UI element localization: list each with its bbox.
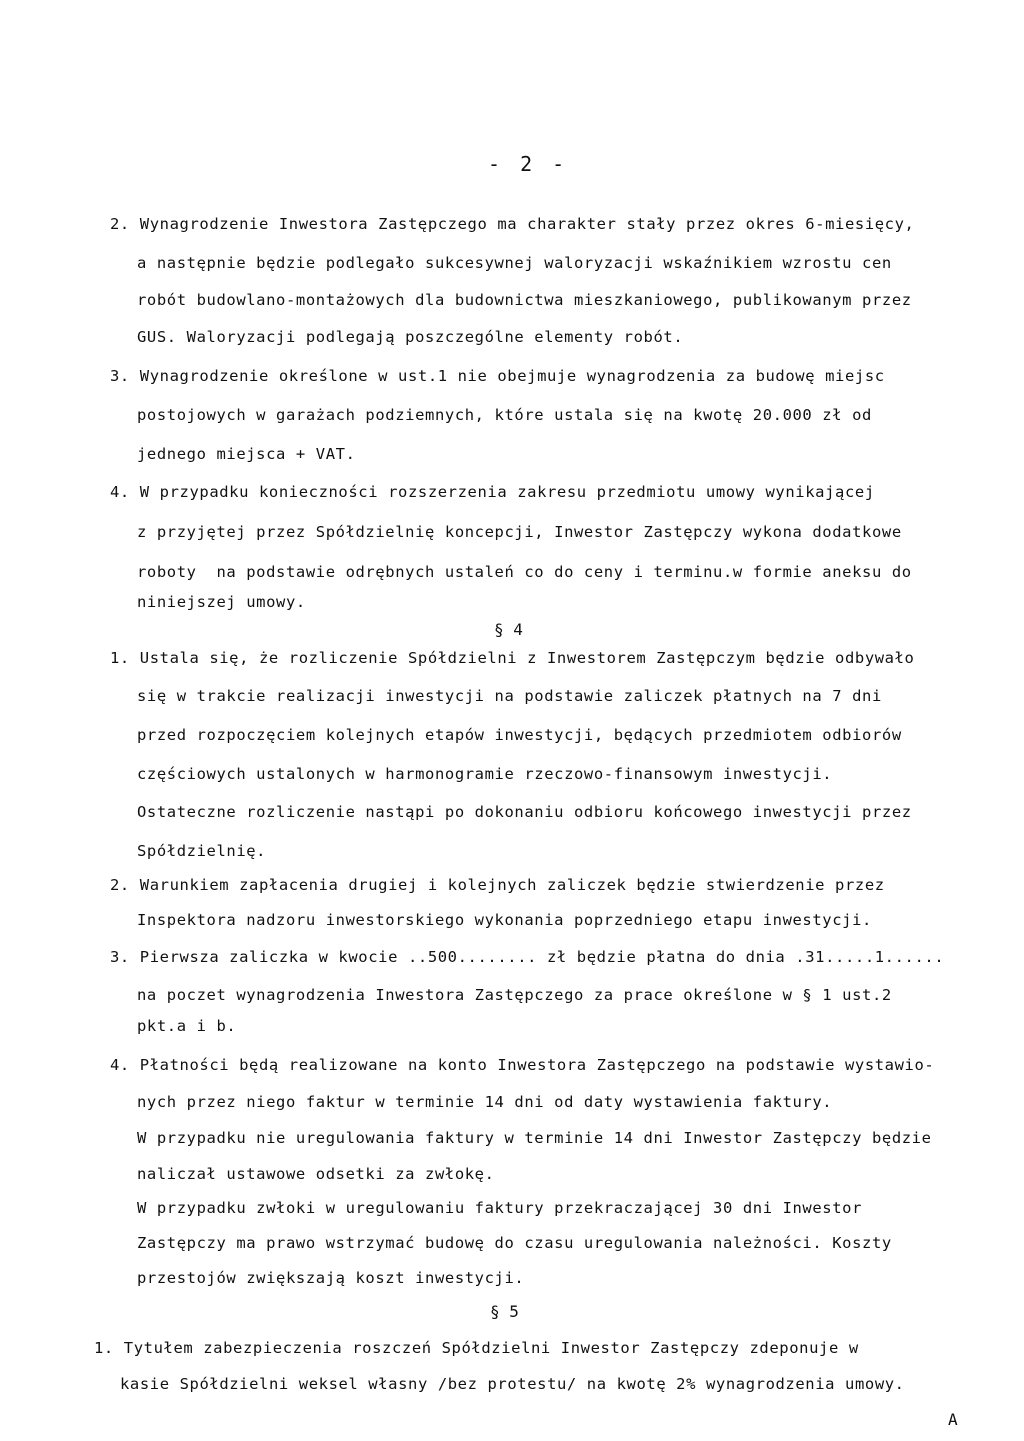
text-line: częściowych ustalonych w harmonogramie rzeczowo-finansowym inwestycji. — [137, 765, 833, 783]
text-line: przestojów zwiększają koszt inwestycji. — [137, 1269, 525, 1287]
text-line: nych przez niego faktur w terminie 14 dni od daty wystawienia faktury. — [137, 1093, 833, 1111]
text-line: W przypadku zwłoki w uregulowaniu faktury przekraczającej 30 dni Inwestor — [137, 1199, 863, 1217]
text-line: 1. Tytułem zabezpieczenia roszczeń Spółdzielni Inwestor Zastępczy zdeponuje w — [94, 1339, 859, 1357]
text-line: Zastępczy ma prawo wstrzymać budowę do czasu uregulowania należności. Koszty — [137, 1234, 892, 1252]
text-line: 3. Wynagrodzenie określone w ust.1 nie obejmuje wynagrodzenia za budowę miejsc — [110, 367, 885, 385]
text-line: 4. Płatności będą realizowane na konto Inwestora Zastępczego na podstawie wystawio- — [110, 1056, 935, 1074]
text-line: na poczet wynagrodzenia Inwestora Zastępczego za prace określone w § 1 ust.2 — [137, 986, 892, 1004]
text-line: postojowych w garażach podziemnych, które ustala się na kwotę 20.000 zł od — [137, 406, 872, 424]
text-line: Spółdzielnię. — [137, 842, 267, 860]
text-line: kasie Spółdzielni weksel własny /bez protestu/ na kwotę 2% wynagrodzenia umowy. — [120, 1375, 905, 1393]
text-line: GUS. Waloryzacji podlegają poszczególne elementy robót. — [137, 328, 684, 346]
text-line: 1. Ustala się, że rozliczenie Spółdzielni z Inwestorem Zastępczym będzie odbywało — [110, 649, 915, 667]
text-line: przed rozpoczęciem kolejnych etapów inwestycji, będących przedmiotem odbiorów — [137, 726, 902, 744]
text-line: z przyjętej przez Spółdzielnię koncepcji, Inwestor Zastępczy wykona dodatkowe — [137, 523, 902, 541]
text-line: robót budowlano-montażowych dla budownictwa mieszkaniowego, publikowanym przez — [137, 291, 912, 309]
text-line: 2. Warunkiem zapłacenia drugiej i kolejnych zaliczek będzie stwierdzenie przez — [110, 876, 885, 894]
text-line: 2. Wynagrodzenie Inwestora Zastępczego ma charakter stały przez okres 6-miesięcy, — [110, 215, 915, 233]
text-line: Inspektora nadzoru inwestorskiego wykonania poprzedniego etapu inwestycji. — [137, 911, 872, 929]
text-line: pkt.a i b. — [137, 1017, 237, 1035]
text-line: jednego miejsca + VAT. — [137, 445, 356, 463]
text-line: 4. W przypadku konieczności rozszerzenia zakresu przedmiotu umowy wynikającej — [110, 483, 875, 501]
section-heading: § 4 — [494, 620, 523, 639]
corner-mark: A — [948, 1410, 958, 1429]
text-line: naliczał ustawowe odsetki za zwłokę. — [137, 1165, 495, 1183]
text-line: 3. Pierwsza zaliczka w kwocie ..500........ zł będzie płatna do dnia .31.....1...... — [110, 948, 945, 966]
section-heading: § 5 — [490, 1302, 519, 1321]
text-line: W przypadku nie uregulowania faktury w terminie 14 dni Inwestor Zastępczy będzie — [137, 1129, 932, 1147]
text-line: niniejszej umowy. — [137, 593, 306, 611]
text-line: się w trakcie realizacji inwestycji na podstawie zaliczek płatnych na 7 dni — [137, 687, 882, 705]
text-line: a następnie będzie podlegało sukcesywnej waloryzacji wskaźnikiem wzrostu cen — [137, 254, 892, 272]
text-line: roboty na podstawie odrębnych ustaleń co do ceny i terminu.w formie aneksu do — [137, 563, 912, 581]
page-number: - 2 - — [488, 152, 569, 176]
text-line: Ostateczne rozliczenie nastąpi po dokonaniu odbioru końcowego inwestycji przez — [137, 803, 912, 821]
